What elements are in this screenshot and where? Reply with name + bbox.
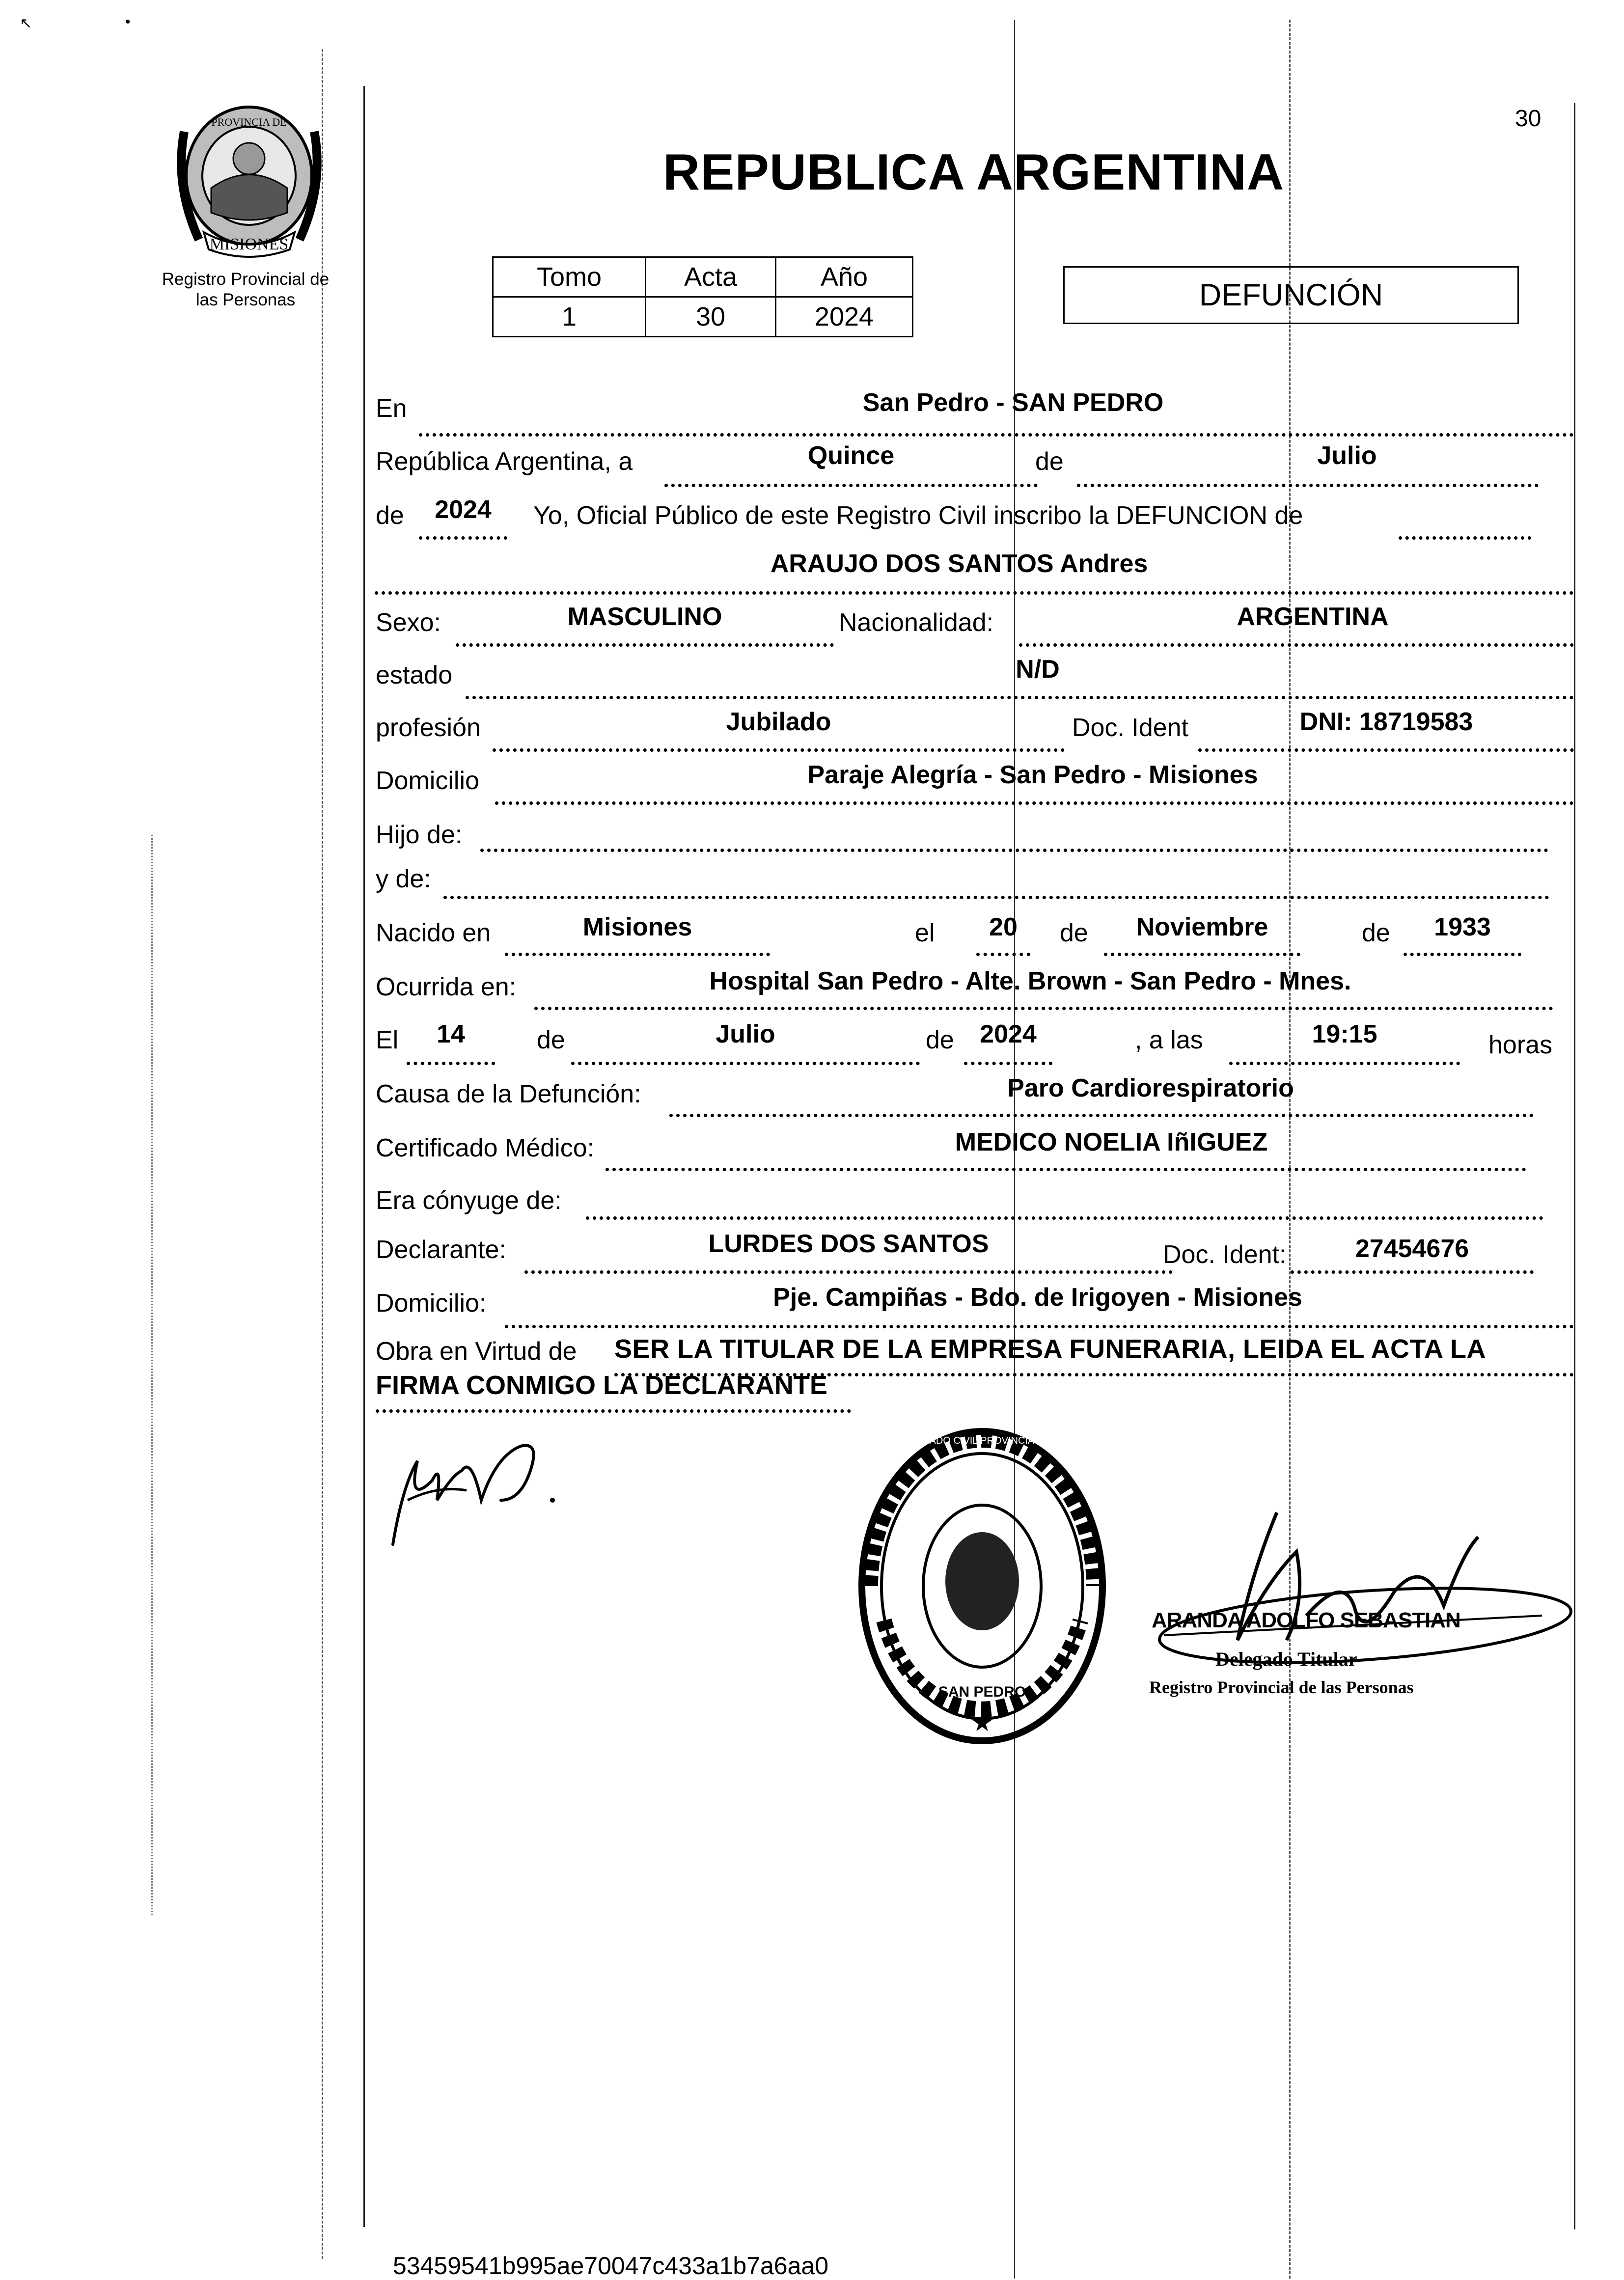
declarant-value: LURDES DOS SANTOS [708, 1230, 989, 1258]
sex-label: Sexo: [376, 608, 441, 637]
address-value: Paraje Alegría - San Pedro - Misiones [807, 761, 1258, 789]
date-year-value: 2024 [435, 495, 492, 524]
mother-dots [443, 896, 1549, 899]
row-spouse [375, 1176, 1574, 1220]
declarant-signature-icon [378, 1427, 575, 1554]
cause-dots [669, 1114, 1534, 1117]
reference-table-value-row [493, 297, 913, 337]
by-virtue-dots-2 [376, 1409, 851, 1413]
official-registry: Registro Provincial de las Personas [1149, 1677, 1414, 1697]
date-month-dots [1077, 484, 1539, 487]
place-value: San Pedro - SAN PEDRO [862, 388, 1164, 417]
row-deceased-name [375, 545, 1574, 589]
date-year-prefix: de [376, 501, 404, 530]
declarant-label: Declarante: [376, 1236, 506, 1264]
row-declarant [375, 1225, 1574, 1269]
death-time-dots [1229, 1062, 1460, 1065]
corner-mark-1: ↖ [20, 15, 32, 31]
death-hours-label: horas [1488, 1031, 1553, 1059]
death-year-dots [964, 1062, 1052, 1065]
country-title: REPUBLICA ARGENTINA [663, 144, 1285, 201]
reference-table-header-row [493, 257, 913, 297]
marital-status-dots [466, 696, 1574, 699]
header-tomo: Tomo [493, 257, 646, 297]
nationality-dots [1019, 643, 1574, 647]
death-time-label: , a las [1135, 1026, 1203, 1054]
birth-year-value: 1933 [1434, 913, 1491, 941]
binding-line [363, 86, 365, 2227]
deceased-name-dots [375, 591, 1574, 595]
header-anio: Año [776, 257, 913, 297]
by-virtue-line1: SER LA TITULAR DE LA EMPRESA FUNERARIA, LEIDA EL ACTA LA [614, 1334, 1486, 1364]
address-label: Domicilio [376, 767, 479, 795]
doc-id-value: DNI: 18719583 [1299, 708, 1473, 736]
row-birth [375, 908, 1574, 953]
registry-name-line2: las Personas [195, 290, 296, 309]
date-day-label: República Argentina, a [376, 447, 633, 476]
birth-place-dots [505, 953, 770, 956]
death-year-value: 2024 [980, 1020, 1037, 1048]
profession-label: profesión [376, 714, 481, 742]
value-tomo: 1 [493, 297, 646, 337]
corner-mark-2: • [125, 14, 131, 30]
death-year-label: de [926, 1026, 954, 1054]
birth-year-dots [1404, 953, 1521, 956]
declarant-doc-dots [1291, 1270, 1534, 1274]
death-month-label: de [537, 1026, 565, 1054]
date-connector: de [1035, 447, 1064, 476]
row-death-date [375, 1016, 1574, 1060]
row-cause [375, 1070, 1574, 1114]
row-father [375, 810, 1574, 854]
spouse-label: Era cónyuge de: [376, 1186, 562, 1215]
nationality-label: Nacionalidad: [839, 608, 994, 637]
row-declarant-address [375, 1279, 1574, 1323]
value-acta: 30 [646, 297, 776, 337]
svg-text:★: ★ [971, 1709, 993, 1736]
seal-bottom-text: SAN PEDRO [938, 1684, 1026, 1700]
row-place [375, 384, 1574, 428]
death-time-value: 19:15 [1312, 1020, 1377, 1048]
birth-day-label: el [915, 919, 935, 947]
declarant-dots [524, 1270, 1173, 1274]
birth-month-label: de [1060, 919, 1088, 947]
place-label: En [376, 394, 407, 423]
perforation-line [322, 49, 323, 2259]
official-name: ARANDA ADOLFO SEBASTIAN [1152, 1608, 1460, 1632]
seal-text: REGISTRO DEL ESTADO CIVIL PROVINCIA DE LAS PERSONAS [835, 1435, 1129, 1446]
statement-dots [1399, 536, 1531, 540]
row-death-place [375, 962, 1574, 1007]
declarant-doc-value: 27454676 [1355, 1235, 1469, 1263]
profession-value: Jubilado [726, 708, 831, 736]
registry-name-line1: Registro Provincial de [162, 270, 330, 289]
record-type-box: DEFUNCIÓN [1063, 266, 1519, 324]
doc-id-dots [1198, 748, 1574, 752]
by-virtue-line2: FIRMA CONMIGO LA DECLARANTE [376, 1371, 827, 1400]
registry-seal-icon [835, 1424, 1129, 1748]
row-address [375, 756, 1574, 800]
declarant-address-value: Pje. Campiñas - Bdo. de Irigoyen - Misiones [773, 1283, 1302, 1312]
row-marital-status [375, 651, 1574, 695]
date-day-dots [664, 484, 1038, 487]
birth-month-dots [1104, 953, 1300, 956]
official-position: Delegado Titular [1215, 1648, 1357, 1670]
cause-value: Paro Cardiorespiratorio [1007, 1074, 1294, 1102]
death-month-dots [571, 1062, 920, 1065]
spouse-dots [586, 1216, 1543, 1220]
mother-label: y de: [376, 865, 431, 893]
address-dots [495, 801, 1574, 805]
row-profession-doc [375, 703, 1574, 747]
declarant-address-dots [505, 1325, 1574, 1328]
father-dots [480, 849, 1548, 852]
sex-value: MASCULINO [567, 603, 722, 631]
provincial-crest-icon [165, 102, 334, 264]
registry-name [142, 269, 349, 310]
death-day-value: 14 [437, 1020, 465, 1048]
medical-certificate-value: MEDICO NOELIA IñIGUEZ [955, 1128, 1268, 1156]
death-place-label: Ocurrida en: [376, 973, 517, 1001]
row-mother [375, 854, 1574, 899]
value-anio: 2024 [776, 297, 913, 337]
margin-dots [151, 835, 153, 1915]
nationality-value: ARGENTINA [1237, 603, 1389, 631]
birth-day-dots [976, 953, 1030, 956]
document-hash: 53459541b995ae70047c433a1b7a6aa0 [393, 2252, 829, 2280]
declarant-doc-label: Doc. Ident: [1163, 1240, 1287, 1269]
header-acta: Acta [646, 257, 776, 297]
row-year-statement [375, 491, 1574, 535]
binding-line-right [1574, 103, 1575, 2229]
father-label: Hijo de: [376, 821, 463, 849]
birth-month-value: Noviembre [1136, 913, 1268, 941]
marital-status-label: estado [376, 661, 453, 689]
deceased-name-value: ARAUJO DOS SANTOS Andres [770, 549, 1148, 578]
marital-status-value: N/D [1016, 655, 1060, 684]
declarant-address-label: Domicilio: [376, 1289, 487, 1318]
date-day-value: Quince [807, 441, 895, 470]
crest-top-text: PROVINCIA DE [211, 116, 287, 128]
sex-dots [456, 643, 834, 647]
by-virtue-label: Obra en Virtud de [376, 1337, 577, 1366]
medical-certificate-dots [606, 1168, 1526, 1171]
death-place-dots [534, 1007, 1553, 1010]
date-year-dots [419, 536, 507, 540]
date-month-value: Julio [1317, 441, 1377, 470]
place-dots [419, 433, 1574, 437]
death-day-dots [407, 1062, 495, 1065]
medical-certificate-label: Certificado Médico: [376, 1134, 595, 1162]
cause-label: Causa de la Defunción: [376, 1080, 641, 1108]
statement-text: Yo, Oficial Público de este Registro Civil inscribo la DEFUNCION de [533, 501, 1303, 530]
row-medical-certificate [375, 1124, 1574, 1168]
birth-day-value: 20 [989, 913, 1018, 941]
death-date-label: El [376, 1026, 399, 1054]
birth-year-label: de [1362, 919, 1390, 947]
page-number: 30 [1515, 106, 1541, 132]
death-month-value: Julio [716, 1020, 775, 1048]
row-by-virtue [375, 1331, 1574, 1414]
death-place-value: Hospital San Pedro - Alte. Brown - San Pedro - Mnes. [709, 967, 1351, 995]
birth-label: Nacido en [376, 919, 491, 947]
row-sex-nationality [375, 598, 1574, 642]
official-signature-icon [1090, 1493, 1571, 1709]
doc-id-label: Doc. Ident [1072, 714, 1189, 742]
crest-bottom-text: MISIONES [209, 235, 289, 253]
profession-dots [493, 748, 1065, 752]
birth-place-value: Misiones [582, 913, 692, 941]
row-date [375, 437, 1574, 481]
reference-table [492, 256, 913, 337]
